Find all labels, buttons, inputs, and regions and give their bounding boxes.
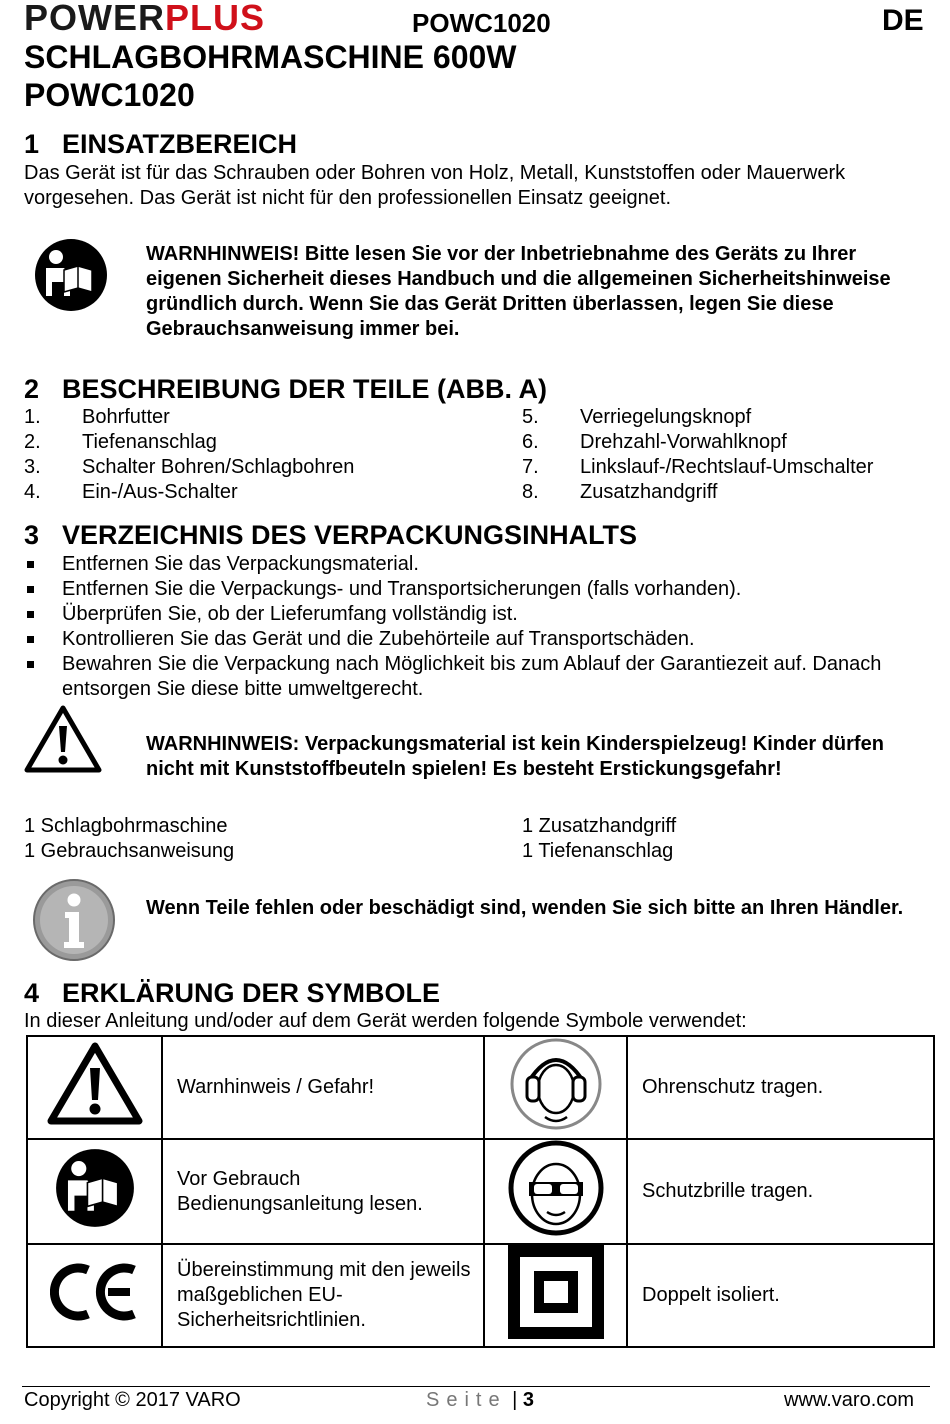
part-item: 1. Bohrfutter	[24, 406, 170, 428]
table-row	[27, 1036, 934, 1139]
part-item: 7. Linkslauf-/Rechtslauf-Umschalter	[522, 456, 874, 478]
section-1-text: Das Gerät ist für das Schrauben oder Bohren von Holz, Metall, Kunststoffen oder Mauerwerk vorgesehen. Das Gerät ist nicht für den professionellen Einsatz geeignet.	[24, 162, 846, 209]
list-item: Bewahren Sie die Verpackung nach Möglichkeit bis zum Ablauf der Garantiezeit auf. Danach entsorgen Sie diese bitte umweltgerecht.	[24, 652, 924, 702]
section-4-heading: 4 ERKLÄRUNG DER SYMBOLE	[24, 978, 441, 1008]
language-code: DE	[882, 4, 924, 37]
symbol-description: Doppelt isoliert.	[627, 1244, 934, 1347]
doc-subtitle: POWC1020	[24, 77, 195, 113]
symbol-description: Warnhinweis / Gefahr!	[162, 1036, 484, 1139]
section-1-warning: WARNHINWEIS! Bitte lesen Sie vor der Inbetriebnahme des Geräts zu Ihrer eigenen Sicherheit dieses Handbuch und die allgemeinen Sicherheitshinweise gründlich durch. Wenn Sie das Gerät Dritten überlassen, legen Sie diese Gebrauchsanweisung immer bei.	[146, 243, 891, 340]
part-item: 8. Zusatzhandgriff	[522, 481, 718, 503]
page-number: Seite | 3	[426, 1389, 535, 1411]
packaging-list	[24, 552, 924, 702]
symbol-description: Ohrenschutz tragen.	[627, 1036, 934, 1139]
content-item: 1 Zusatzhandgriff	[522, 815, 677, 837]
doc-title: SCHLAGBOHRMASCHINE 600W	[24, 39, 517, 75]
part-item: 3. Schalter Bohren/Schlagbohren	[24, 456, 355, 478]
double-insulated-icon	[508, 1245, 604, 1339]
part-item: 2. Tiefenanschlag	[24, 431, 217, 453]
info-icon	[32, 878, 116, 962]
warning-triangle-icon	[24, 704, 102, 774]
footer-copyright: Copyright © 2017 VARO	[24, 1389, 241, 1411]
footer-url: www.varo.com	[784, 1389, 915, 1411]
symbols-table	[26, 1035, 935, 1348]
ear-protection-icon	[507, 1037, 605, 1131]
table-row	[27, 1139, 934, 1244]
section-3-warning: WARNHINWEIS: Verpackungsmaterial ist kein Kinderspielzeug! Kinder dürfen nicht mit Kunststoffbeuteln spielen! Es besteht Erstickungsgefahr!	[146, 733, 884, 780]
symbol-description: Übereinstimmung mit den jeweils maßgeblichen EU-Sicherheitsrichtlinien.	[162, 1244, 484, 1347]
content-item: 1 Gebrauchsanweisung	[24, 840, 235, 862]
content-item: 1 Tiefenanschlag	[522, 840, 674, 862]
list-item: Entfernen Sie das Verpackungsmaterial.	[24, 552, 924, 577]
warning-triangle-icon	[47, 1041, 143, 1127]
safety-goggles-icon	[507, 1140, 605, 1236]
symbol-description: Vor Gebrauch Bedienungsanleitung lesen.	[162, 1139, 484, 1244]
read-manual-icon	[34, 238, 108, 312]
part-item: 5. Verriegelungsknopf	[522, 406, 752, 428]
symbol-description: Schutzbrille tragen.	[627, 1139, 934, 1244]
footer-divider	[22, 1386, 930, 1387]
section-4-intro: In dieser Anleitung und/oder auf dem Gerät werden folgende Symbole verwendet:	[24, 1010, 747, 1032]
read-manual-icon	[55, 1148, 135, 1228]
content-item: 1 Schlagbohrmaschine	[24, 815, 228, 837]
section-2-heading: 2 BESCHREIBUNG DER TEILE (ABB. A)	[24, 374, 548, 404]
section-3-heading: 3 VERZEICHNIS DES VERPACKUNGSINHALTS	[24, 520, 638, 550]
ce-mark-icon	[50, 1260, 140, 1324]
list-item: Entfernen Sie die Verpackungs- und Transportsicherungen (falls vorhanden).	[24, 577, 924, 602]
section-1-heading: 1 EINSATZBEREICH	[24, 129, 298, 159]
brand-logo: POWERPLUS	[24, 0, 266, 38]
header-model: POWC1020	[412, 8, 551, 38]
part-item: 4. Ein-/Aus-Schalter	[24, 481, 238, 503]
list-item: Überprüfen Sie, ob der Lieferumfang vollständig ist.	[24, 602, 924, 627]
info-note: Wenn Teile fehlen oder beschädigt sind, wenden Sie sich bitte an Ihren Händler.	[146, 897, 904, 919]
table-row	[27, 1244, 934, 1347]
list-item: Kontrollieren Sie das Gerät und die Zubehörteile auf Transportschäden.	[24, 627, 924, 652]
part-item: 6. Drehzahl-Vorwahlknopf	[522, 431, 787, 453]
